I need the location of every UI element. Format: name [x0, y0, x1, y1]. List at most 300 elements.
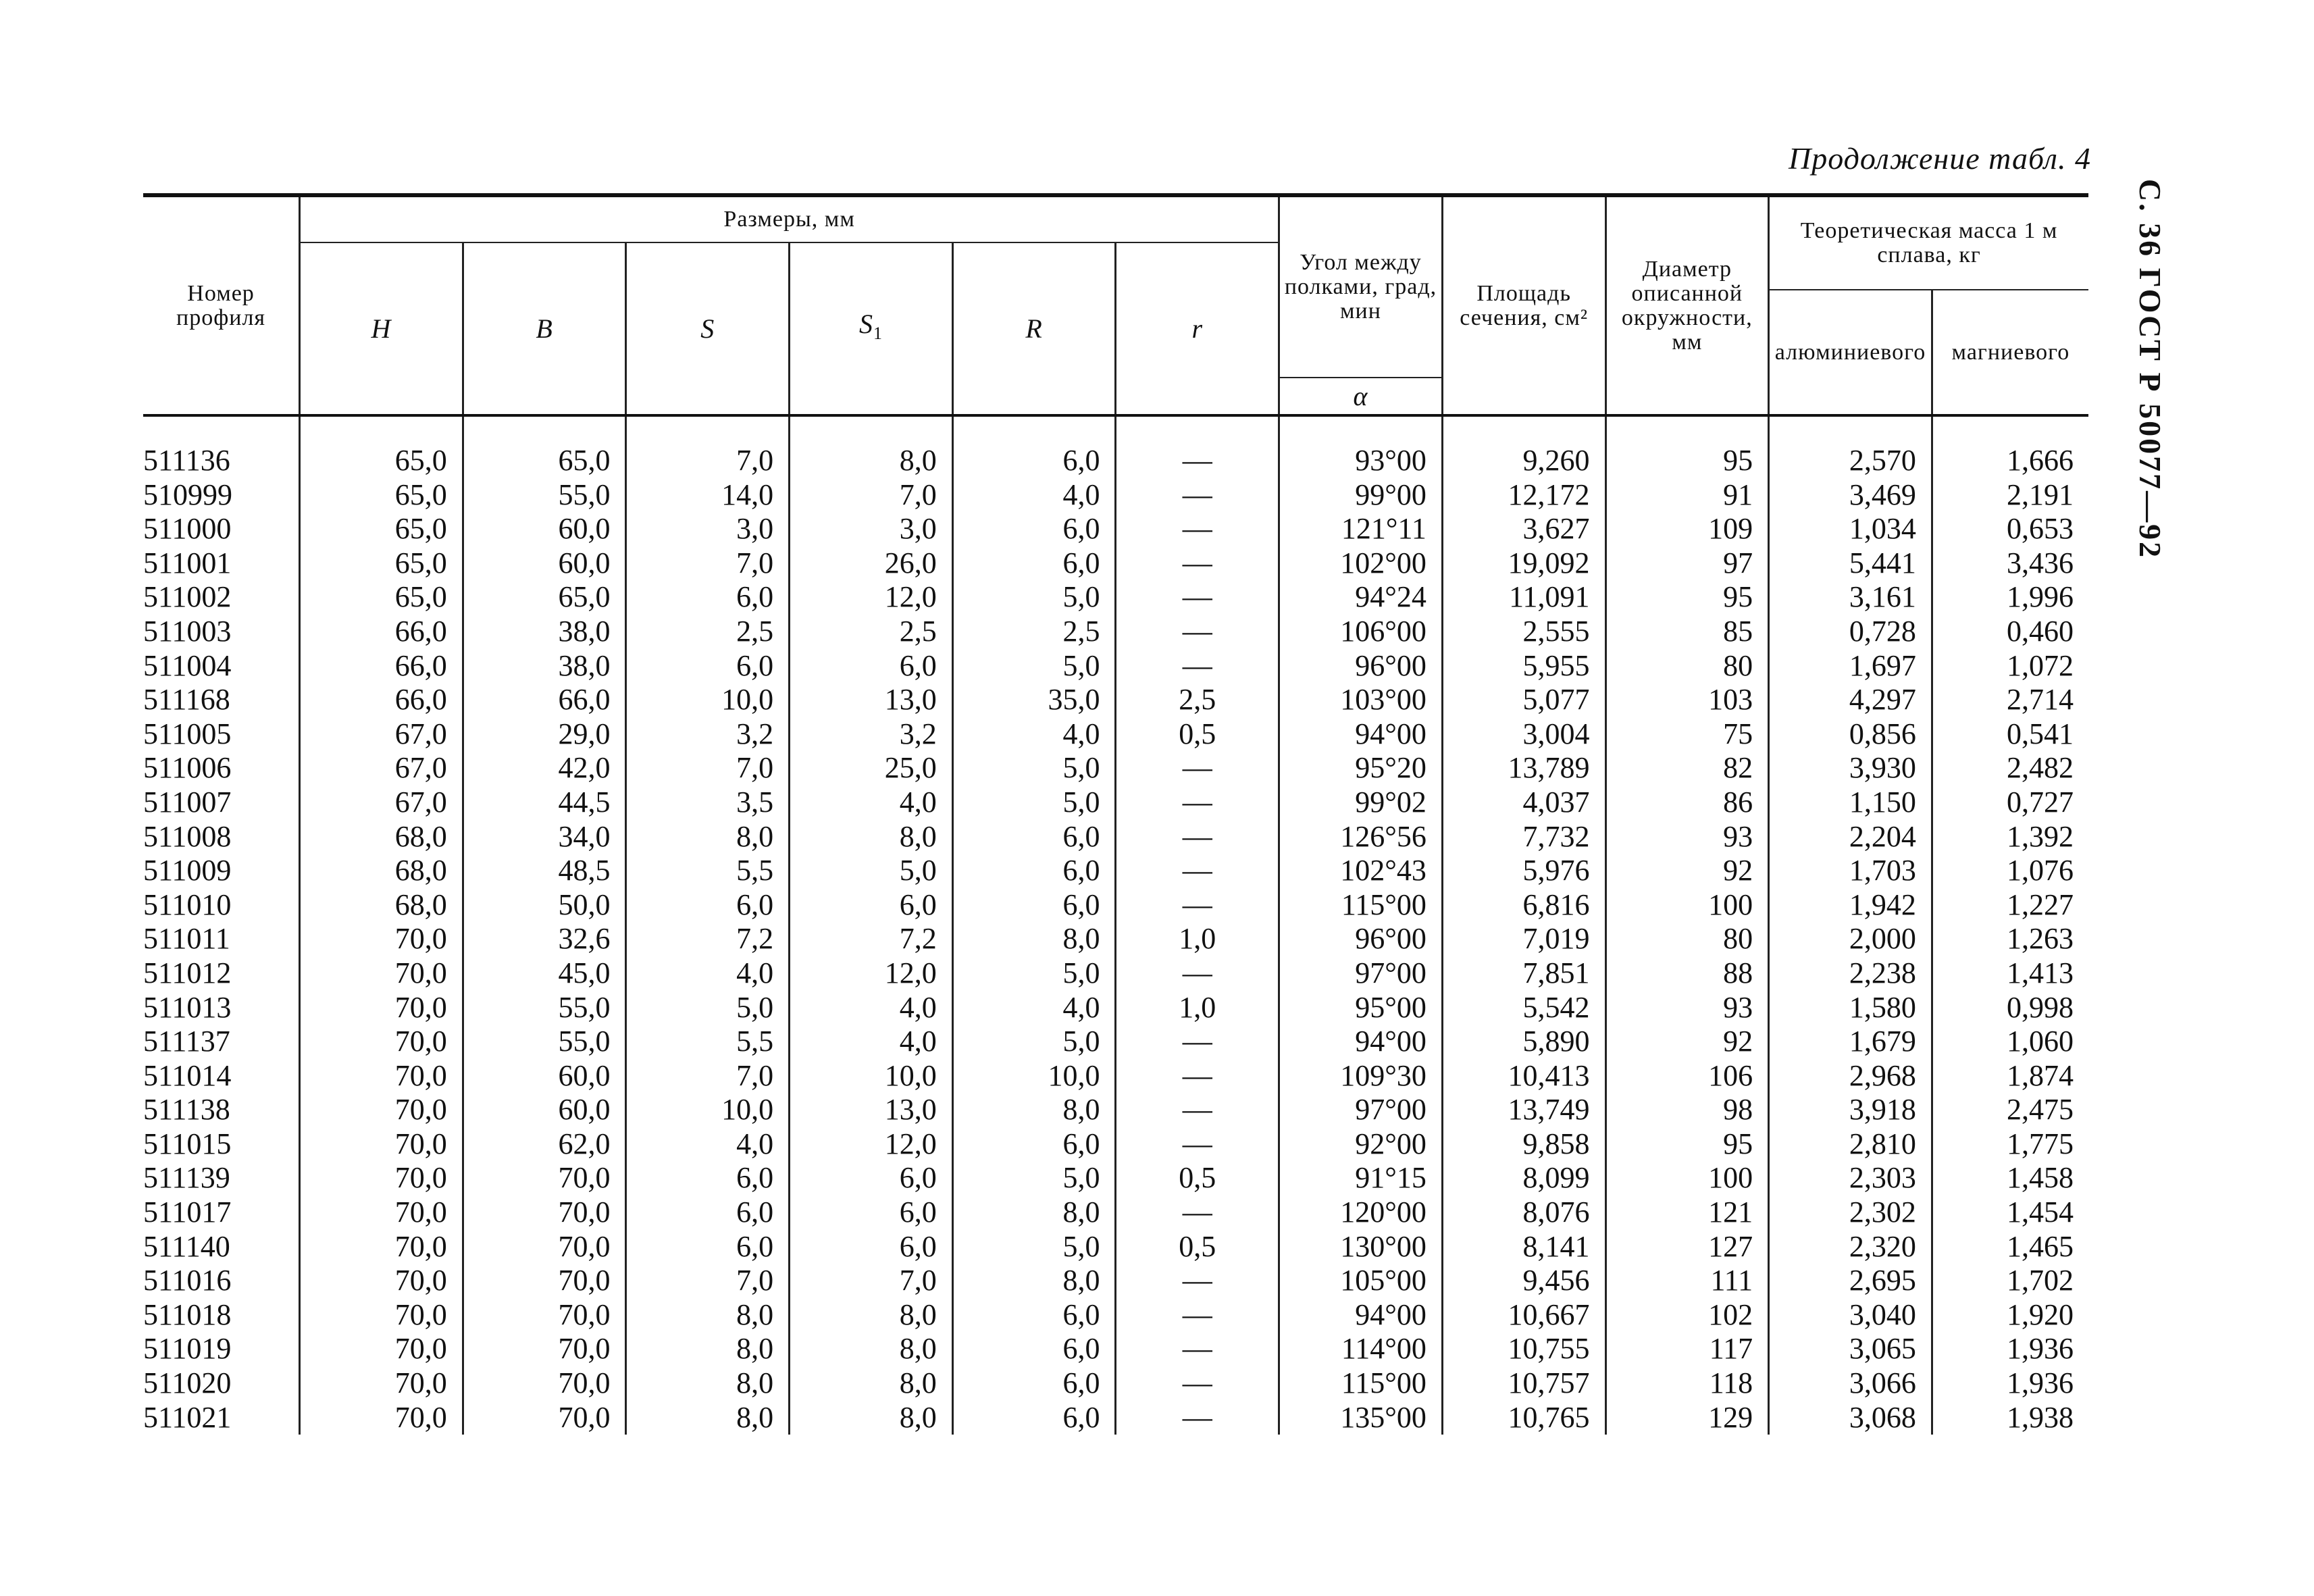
cell-profile-number: 511137: [143, 1025, 230, 1058]
cell-area: 7,732: [1442, 820, 1605, 854]
cell-angle: 94°24: [1279, 580, 1443, 615]
cell-diameter: 106: [1605, 1059, 1769, 1093]
cell-area: 7,851: [1442, 956, 1605, 991]
cell-H: 65,0: [300, 478, 463, 513]
cell-R: 6,0: [952, 1366, 1116, 1401]
cell-mass-magnesium: 1,060: [1932, 1025, 2088, 1059]
cell-H: 66,0: [300, 615, 463, 649]
side-page-header: [2124, 159, 2178, 578]
cell-R: 4,0: [952, 717, 1116, 752]
cell-S: 6,0: [626, 1230, 790, 1264]
header-angle: Угол между полками, град, мин: [1279, 195, 1443, 378]
cell-r: 0,5: [1116, 717, 1279, 752]
cell-diameter: 121: [1605, 1195, 1769, 1230]
cell-mass-magnesium: 1,072: [1932, 649, 2088, 684]
table-row: [143, 922, 2088, 956]
cell-profile-number: 511010: [143, 887, 232, 921]
cell-diameter: 118: [1605, 1366, 1769, 1401]
cell-diameter: 97: [1605, 546, 1769, 581]
cell-profile-number: 511136: [143, 444, 230, 477]
cell-S: 5,5: [626, 1025, 790, 1059]
header-aluminum: алюминиевого: [1769, 290, 1932, 415]
table-row: [143, 956, 2088, 991]
cell-mass-aluminum: 4,297: [1769, 683, 1932, 717]
cell-R: 5,0: [952, 580, 1116, 615]
cell-area: 5,976: [1442, 854, 1605, 888]
cell-H: 70,0: [300, 1332, 463, 1366]
cell-r: —: [1116, 580, 1279, 615]
cell-mass-aluminum: 1,679: [1769, 1025, 1932, 1059]
cell-r: —: [1116, 1025, 1279, 1059]
header-diameter: Диаметр описанной окружности, мм: [1605, 195, 1769, 415]
cell-S1: 5,0: [790, 854, 953, 888]
cell-S1: 7,0: [790, 478, 953, 513]
cell-R: 8,0: [952, 922, 1116, 956]
cell-S1: 4,0: [790, 991, 953, 1025]
cell-H: 70,0: [300, 1298, 463, 1333]
cell-diameter: 103: [1605, 683, 1769, 717]
cell-mass-aluminum: 2,303: [1769, 1161, 1932, 1195]
cell-B: 55,0: [463, 991, 626, 1025]
table-spacer-row: [143, 415, 2088, 444]
cell-diameter: 109: [1605, 512, 1769, 546]
cell-diameter: 100: [1605, 888, 1769, 923]
cell-area: 8,099: [1442, 1161, 1605, 1195]
cell-r: 0,5: [1116, 1230, 1279, 1264]
table-row: [143, 649, 2088, 684]
cell-mass-aluminum: 3,161: [1769, 580, 1932, 615]
cell-diameter: 127: [1605, 1230, 1769, 1264]
table-row: [143, 1093, 2088, 1127]
profile-table: [143, 193, 2088, 1435]
cell-profile-number: 511008: [143, 819, 232, 853]
cell-angle: 95°20: [1279, 751, 1443, 786]
cell-B: 70,0: [463, 1366, 626, 1401]
cell-mass-aluminum: 3,469: [1769, 478, 1932, 513]
cell-area: 3,004: [1442, 717, 1605, 752]
cell-angle: 120°00: [1279, 1195, 1443, 1230]
header-mass-group: Теоретическая масса 1 м сплава, кг: [1769, 195, 2088, 290]
cell-r: 1,0: [1116, 991, 1279, 1025]
cell-R: 6,0: [952, 512, 1116, 546]
cell-mass-aluminum: 5,441: [1769, 546, 1932, 581]
cell-S1: 8,0: [790, 1366, 953, 1401]
cell-R: 35,0: [952, 683, 1116, 717]
cell-R: 6,0: [952, 1298, 1116, 1333]
table-row: [143, 717, 2088, 752]
cell-profile-number: 511013: [143, 990, 232, 1024]
cell-r: —: [1116, 1298, 1279, 1333]
cell-R: 4,0: [952, 478, 1116, 513]
cell-R: 6,0: [952, 1332, 1116, 1366]
cell-angle: 130°00: [1279, 1230, 1443, 1264]
cell-angle: 95°00: [1279, 991, 1443, 1025]
cell-B: 62,0: [463, 1127, 626, 1162]
cell-angle: 94°00: [1279, 717, 1443, 752]
cell-r: 2,5: [1116, 683, 1279, 717]
cell-B: 34,0: [463, 820, 626, 854]
table-row: [143, 1059, 2088, 1093]
cell-mass-magnesium: 0,541: [1932, 717, 2088, 752]
cell-S1: 12,0: [790, 580, 953, 615]
cell-mass-aluminum: 3,040: [1769, 1298, 1932, 1333]
cell-mass-magnesium: 1,702: [1932, 1264, 2088, 1298]
cell-B: 65,0: [463, 444, 626, 478]
cell-r: —: [1116, 751, 1279, 786]
cell-diameter: 95: [1605, 1127, 1769, 1162]
cell-diameter: 100: [1605, 1161, 1769, 1195]
cell-area: 2,555: [1442, 615, 1605, 649]
cell-angle: 99°02: [1279, 786, 1443, 820]
cell-mass-aluminum: 2,238: [1769, 956, 1932, 991]
cell-r: —: [1116, 956, 1279, 991]
cell-profile-number: 511016: [143, 1264, 232, 1297]
cell-area: 12,172: [1442, 478, 1605, 513]
header-S1-subscript: 1: [873, 323, 883, 343]
cell-r: 1,0: [1116, 922, 1279, 956]
cell-S1: 13,0: [790, 683, 953, 717]
cell-angle: 105°00: [1279, 1264, 1443, 1298]
cell-S: 6,0: [626, 1161, 790, 1195]
cell-profile-number: 511005: [143, 717, 232, 750]
cell-R: 6,0: [952, 888, 1116, 923]
cell-H: 70,0: [300, 991, 463, 1025]
cell-diameter: 93: [1605, 820, 1769, 854]
header-r: r: [1116, 242, 1279, 415]
cell-mass-magnesium: 1,996: [1932, 580, 2088, 615]
cell-profile-number: 511012: [143, 956, 232, 989]
cell-area: 7,019: [1442, 922, 1605, 956]
cell-R: 5,0: [952, 1025, 1116, 1059]
cell-r: —: [1116, 649, 1279, 684]
cell-profile-number: 511011: [143, 922, 230, 956]
cell-R: 6,0: [952, 820, 1116, 854]
cell-B: 65,0: [463, 580, 626, 615]
cell-angle: 114°00: [1279, 1332, 1443, 1366]
cell-S1: 26,0: [790, 546, 953, 581]
cell-mass-magnesium: 1,392: [1932, 820, 2088, 854]
cell-angle: 97°00: [1279, 1093, 1443, 1127]
cell-area: 11,091: [1442, 580, 1605, 615]
cell-angle: 103°00: [1279, 683, 1443, 717]
cell-r: —: [1116, 1127, 1279, 1162]
cell-r: —: [1116, 786, 1279, 820]
cell-mass-magnesium: 1,227: [1932, 888, 2088, 923]
cell-diameter: 82: [1605, 751, 1769, 786]
cell-angle: 96°00: [1279, 649, 1443, 684]
cell-S: 5,0: [626, 991, 790, 1025]
cell-profile-number: 511003: [143, 614, 232, 648]
cell-H: 67,0: [300, 751, 463, 786]
cell-mass-magnesium: 1,938: [1932, 1401, 2088, 1435]
table-row: [143, 1366, 2088, 1401]
cell-S1: 6,0: [790, 888, 953, 923]
cell-B: 48,5: [463, 854, 626, 888]
cell-S: 8,0: [626, 1298, 790, 1333]
table-row: [143, 854, 2088, 888]
cell-angle: 106°00: [1279, 615, 1443, 649]
cell-R: 5,0: [952, 649, 1116, 684]
cell-profile-number: 511138: [143, 1093, 230, 1127]
table-row: [143, 1230, 2088, 1264]
table-row: [143, 512, 2088, 546]
header-S: S: [626, 242, 790, 415]
cell-S1: 12,0: [790, 1127, 953, 1162]
cell-mass-magnesium: 1,465: [1932, 1230, 2088, 1264]
cell-B: 55,0: [463, 1025, 626, 1059]
cell-profile-number: 511168: [143, 683, 230, 717]
cell-H: 70,0: [300, 1059, 463, 1093]
cell-S: 8,0: [626, 1332, 790, 1366]
cell-H: 70,0: [300, 1025, 463, 1059]
cell-H: 70,0: [300, 1195, 463, 1230]
cell-mass-aluminum: 2,810: [1769, 1127, 1932, 1162]
cell-S: 4,0: [626, 956, 790, 991]
cell-R: 5,0: [952, 1161, 1116, 1195]
cell-H: 70,0: [300, 1127, 463, 1162]
cell-B: 60,0: [463, 512, 626, 546]
cell-diameter: 88: [1605, 956, 1769, 991]
cell-profile-number: 511007: [143, 785, 232, 819]
table-row: [143, 478, 2088, 513]
cell-mass-magnesium: 1,458: [1932, 1161, 2088, 1195]
cell-S: 3,2: [626, 717, 790, 752]
cell-diameter: 129: [1605, 1401, 1769, 1435]
cell-mass-aluminum: 0,728: [1769, 615, 1932, 649]
cell-angle: 93°00: [1279, 444, 1443, 478]
cell-diameter: 92: [1605, 1025, 1769, 1059]
cell-S: 8,0: [626, 1366, 790, 1401]
cell-area: 9,456: [1442, 1264, 1605, 1298]
cell-S: 14,0: [626, 478, 790, 513]
cell-B: 55,0: [463, 478, 626, 513]
cell-profile-number: 511018: [143, 1297, 232, 1331]
cell-S1: 2,5: [790, 615, 953, 649]
table-row: [143, 546, 2088, 581]
cell-R: 5,0: [952, 956, 1116, 991]
cell-mass-magnesium: 1,263: [1932, 922, 2088, 956]
cell-mass-aluminum: 1,703: [1769, 854, 1932, 888]
cell-mass-magnesium: 1,920: [1932, 1298, 2088, 1333]
cell-angle: 115°00: [1279, 888, 1443, 923]
table-row: [143, 786, 2088, 820]
cell-B: 38,0: [463, 649, 626, 684]
table-row: [143, 1264, 2088, 1298]
cell-diameter: 80: [1605, 649, 1769, 684]
cell-R: 10,0: [952, 1059, 1116, 1093]
cell-H: 70,0: [300, 922, 463, 956]
header-area: Площадь сечения, см²: [1442, 195, 1605, 415]
cell-r: —: [1116, 888, 1279, 923]
cell-mass-aluminum: 1,697: [1769, 649, 1932, 684]
cell-profile-number: 511015: [143, 1127, 232, 1160]
table-header: [143, 195, 2088, 415]
cell-area: 8,141: [1442, 1230, 1605, 1264]
cell-area: 9,260: [1442, 444, 1605, 478]
cell-angle: 102°00: [1279, 546, 1443, 581]
cell-mass-aluminum: 2,570: [1769, 444, 1932, 478]
cell-S1: 8,0: [790, 1332, 953, 1366]
cell-H: 70,0: [300, 1161, 463, 1195]
cell-R: 5,0: [952, 786, 1116, 820]
cell-area: 6,816: [1442, 888, 1605, 923]
profile-table-container: [143, 193, 2088, 1470]
cell-r: —: [1116, 820, 1279, 854]
table-row: [143, 1161, 2088, 1195]
header-dimensions-group: Размеры, мм: [300, 195, 1279, 242]
table-row: [143, 820, 2088, 854]
cell-B: 60,0: [463, 546, 626, 581]
cell-r: —: [1116, 512, 1279, 546]
cell-r: 0,5: [1116, 1161, 1279, 1195]
cell-S: 6,0: [626, 649, 790, 684]
cell-B: 70,0: [463, 1230, 626, 1264]
table-row: [143, 1332, 2088, 1366]
cell-mass-aluminum: 2,320: [1769, 1230, 1932, 1264]
cell-r: —: [1116, 444, 1279, 478]
cell-S: 8,0: [626, 820, 790, 854]
cell-B: 70,0: [463, 1264, 626, 1298]
cell-diameter: 98: [1605, 1093, 1769, 1127]
cell-B: 70,0: [463, 1298, 626, 1333]
cell-S1: 8,0: [790, 1401, 953, 1435]
cell-profile-number: 511002: [143, 580, 232, 614]
cell-area: 9,858: [1442, 1127, 1605, 1162]
cell-H: 66,0: [300, 649, 463, 684]
cell-profile-number: 511140: [143, 1229, 230, 1263]
cell-B: 70,0: [463, 1332, 626, 1366]
cell-mass-aluminum: 2,204: [1769, 820, 1932, 854]
header-magnesium: магниевого: [1932, 290, 2088, 415]
cell-area: 13,789: [1442, 751, 1605, 786]
cell-r: —: [1116, 1059, 1279, 1093]
cell-B: 60,0: [463, 1059, 626, 1093]
cell-H: 67,0: [300, 786, 463, 820]
cell-mass-magnesium: 1,076: [1932, 854, 2088, 888]
cell-S1: 6,0: [790, 1195, 953, 1230]
cell-S: 7,0: [626, 444, 790, 478]
cell-B: 42,0: [463, 751, 626, 786]
table-row: [143, 615, 2088, 649]
cell-R: 2,5: [952, 615, 1116, 649]
cell-angle: 97°00: [1279, 956, 1443, 991]
cell-B: 50,0: [463, 888, 626, 923]
table-row: [143, 1298, 2088, 1333]
cell-angle: 94°00: [1279, 1298, 1443, 1333]
header-H: H: [300, 242, 463, 415]
cell-diameter: 75: [1605, 717, 1769, 752]
cell-mass-aluminum: 3,068: [1769, 1401, 1932, 1435]
cell-mass-magnesium: 1,454: [1932, 1195, 2088, 1230]
cell-mass-aluminum: 1,580: [1769, 991, 1932, 1025]
cell-mass-aluminum: 2,695: [1769, 1264, 1932, 1298]
cell-S1: 7,2: [790, 922, 953, 956]
cell-B: 38,0: [463, 615, 626, 649]
cell-profile-number: 511009: [143, 854, 232, 887]
cell-S: 8,0: [626, 1401, 790, 1435]
cell-profile-number: 511020: [143, 1366, 232, 1400]
cell-profile-number: 511014: [143, 1058, 232, 1092]
cell-profile-number: 511006: [143, 751, 232, 785]
cell-H: 68,0: [300, 820, 463, 854]
cell-angle: 99°00: [1279, 478, 1443, 513]
cell-R: 8,0: [952, 1093, 1116, 1127]
cell-angle: 102°43: [1279, 854, 1443, 888]
cell-area: 4,037: [1442, 786, 1605, 820]
cell-mass-magnesium: 2,191: [1932, 478, 2088, 513]
cell-S1: 12,0: [790, 956, 953, 991]
cell-mass-magnesium: 0,727: [1932, 786, 2088, 820]
cell-area: 5,890: [1442, 1025, 1605, 1059]
cell-r: —: [1116, 1401, 1279, 1435]
cell-S: 10,0: [626, 683, 790, 717]
cell-r: —: [1116, 1195, 1279, 1230]
cell-diameter: 95: [1605, 444, 1769, 478]
cell-H: 70,0: [300, 1264, 463, 1298]
continuation-label: Продолжение табл. 4: [1789, 141, 2091, 176]
cell-mass-magnesium: 0,460: [1932, 615, 2088, 649]
cell-mass-magnesium: 2,714: [1932, 683, 2088, 717]
cell-angle: 121°11: [1279, 512, 1443, 546]
cell-diameter: 91: [1605, 478, 1769, 513]
cell-H: 70,0: [300, 956, 463, 991]
cell-diameter: 93: [1605, 991, 1769, 1025]
cell-R: 6,0: [952, 1401, 1116, 1435]
cell-R: 5,0: [952, 1230, 1116, 1264]
cell-mass-magnesium: 3,436: [1932, 546, 2088, 581]
cell-S1: 8,0: [790, 444, 953, 478]
cell-profile-number: 511017: [143, 1195, 232, 1229]
cell-S1: 4,0: [790, 1025, 953, 1059]
cell-mass-aluminum: 3,930: [1769, 751, 1932, 786]
table-row: [143, 580, 2088, 615]
cell-diameter: 92: [1605, 854, 1769, 888]
cell-S1: 6,0: [790, 1161, 953, 1195]
cell-area: 10,765: [1442, 1401, 1605, 1435]
cell-mass-aluminum: 1,034: [1769, 512, 1932, 546]
cell-B: 70,0: [463, 1161, 626, 1195]
cell-r: —: [1116, 615, 1279, 649]
cell-mass-magnesium: 2,475: [1932, 1093, 2088, 1127]
cell-S1: 6,0: [790, 1230, 953, 1264]
cell-mass-magnesium: 1,413: [1932, 956, 2088, 991]
cell-S: 7,0: [626, 1059, 790, 1093]
cell-R: 5,0: [952, 751, 1116, 786]
table-row: [143, 1195, 2088, 1230]
cell-S: 3,5: [626, 786, 790, 820]
cell-angle: 91°15: [1279, 1161, 1443, 1195]
cell-H: 70,0: [300, 1093, 463, 1127]
cell-S1: 3,0: [790, 512, 953, 546]
cell-angle: 109°30: [1279, 1059, 1443, 1093]
cell-S1: 13,0: [790, 1093, 953, 1127]
cell-mass-magnesium: 0,998: [1932, 991, 2088, 1025]
cell-H: 65,0: [300, 580, 463, 615]
cell-r: —: [1116, 478, 1279, 513]
cell-H: 70,0: [300, 1366, 463, 1401]
cell-diameter: 80: [1605, 922, 1769, 956]
cell-diameter: 117: [1605, 1332, 1769, 1366]
cell-S: 7,0: [626, 1264, 790, 1298]
header-B: B: [463, 242, 626, 415]
cell-profile-number: 511001: [143, 546, 232, 580]
cell-area: 5,542: [1442, 991, 1605, 1025]
cell-H: 68,0: [300, 888, 463, 923]
table-row: [143, 751, 2088, 786]
cell-area: 5,077: [1442, 683, 1605, 717]
cell-R: 6,0: [952, 1127, 1116, 1162]
table-row: [143, 888, 2088, 923]
